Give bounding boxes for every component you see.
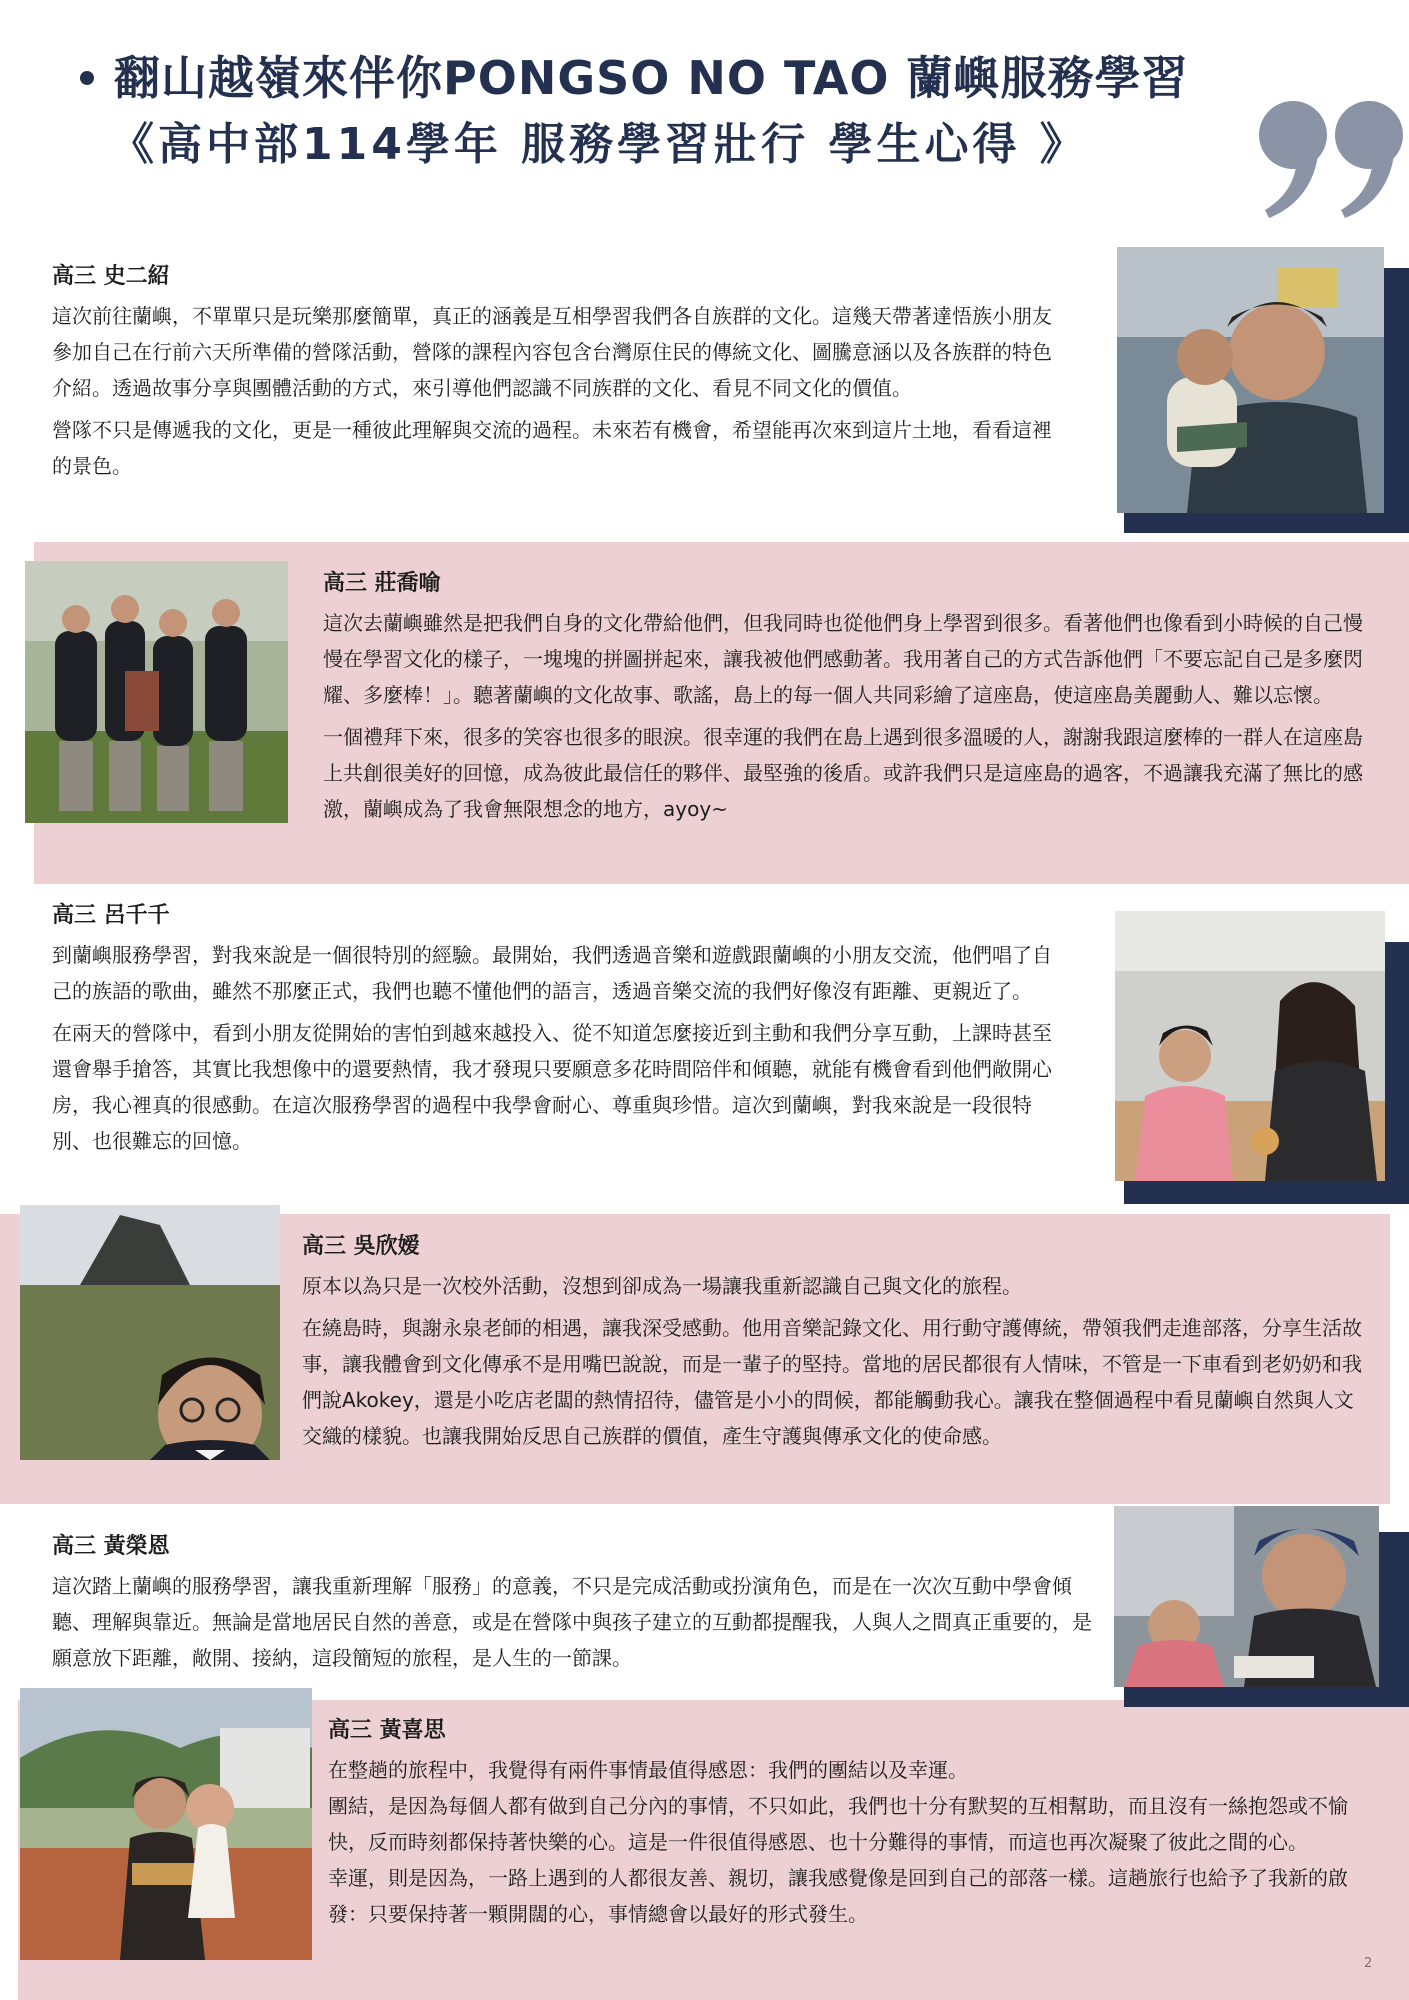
- entry-paragraph: 在繞島時，與謝永泉老師的相遇，讓我深受感動。他用音樂記錄文化、用行動守護傳統，帶領我們走進部落，分享生活故事，讓我體會到文化傳承不是用嘴巴說說，而是一輩子的堅持。當地的居民都很有人情味，不管是一下車看到老奶奶和我們說Akokey，還是小吃店老闆的熱情招待，儘管是小小的問候，都能觸動我心。讓我在整個過程中看見蘭嶼自然與人文交織的樣貌。也讓我開始反思自己族群的價值，產生守護與傳承文化的使命感。: [302, 1316, 1362, 1448]
- entry-2: [323, 567, 1365, 833]
- entry-paragraph: 一個禮拜下來，很多的笑容也很多的眼淚。很幸運的我們在島上遇到很多溫暖的人，謝謝我跟這麼棒的一群人在這座島上共創很美好的回憶，成為彼此最信任的夥伴、最堅強的後盾。或許我們只是這座島的過客，不過讓我充滿了無比的感激，蘭嶼成為了我會無限想念的地方，ayoy~: [323, 725, 1363, 821]
- entry-paragraph: 這次踏上蘭嶼的服務學習，讓我重新理解「服務」的意義，不只是完成活動或扮演角色，而是在一次次互動中學會傾聽、理解與靠近。無論是當地居民自然的善意，或是在營隊中與孩子建立的互動都提醒我，人與人之間真正重要的，是願意放下距離，敞開、接納，這段簡短的旅程，是人生的一節課。: [52, 1574, 1092, 1670]
- photo-student-3: [1115, 911, 1385, 1181]
- entry-paragraph: 到蘭嶼服務學習，對我來說是一個很特別的經驗。最開始，我們透過音樂和遊戲跟蘭嶼的小朋友交流，他們唱了自己的族語的歌曲，雖然不那麼正式，我們也聽不懂他們的語言，透過音樂交流的我們好像沒有距離、更親近了。: [52, 943, 1052, 1003]
- quote-mark-icon: [1255, 90, 1409, 220]
- entry-3: [52, 899, 1067, 1165]
- photo-student-1: [1117, 247, 1384, 513]
- title-text: 翻山越嶺來伴你PONGSO NO TAO 蘭嶼服務學習: [114, 51, 1189, 105]
- photo-student-5: [1114, 1506, 1379, 1687]
- entry-paragraph: 這次前往蘭嶼，不單單只是玩樂那麼簡單，真正的涵義是互相學習我們各自族群的文化。這幾天帶著達悟族小朋友參加自己在行前六天所準備的營隊活動，營隊的課程內容包含台灣原住民的傳統文化、圖騰意涵以及各族群的特色介紹。透過故事分享與團體活動的方式，來引導他們認識不同族群的文化、看見不同文化的價值。: [52, 304, 1052, 400]
- entry-4: [302, 1230, 1372, 1460]
- page-header: [76, 46, 1276, 180]
- entry-name: 高三 莊喬喻: [323, 571, 441, 596]
- photo-student-2: [25, 561, 288, 823]
- entry-paragraph: 幸運，則是因為，一路上遇到的人都很友善、親切，讓我感覺像是回到自己的部落一樣。這趟旅行也給予了我新的啟發：只要保持著一顆開闊的心，事情總會以最好的形式發生。: [328, 1866, 1348, 1926]
- page-number: 2: [1364, 1956, 1373, 1971]
- entry-6: [328, 1714, 1378, 1932]
- entry-1: [52, 260, 1067, 490]
- entry-5: [52, 1530, 1092, 1682]
- page-title: [76, 46, 1276, 110]
- photo-student-4: [20, 1205, 280, 1460]
- entry-paragraph: 在整趟的旅程中，我覺得有兩件事情最值得感恩：我們的團結以及幸運。: [328, 1758, 968, 1782]
- entry-name: 高三 黃榮恩: [52, 1534, 170, 1559]
- entry-paragraph: 在兩天的營隊中，看到小朋友從開始的害怕到越來越投入、從不知道怎麼接近到主動和我們分享互動，上課時甚至還會舉手搶答，其實比我想像中的還要熱情，我才發現只要願意多花時間陪伴和傾聽，就能有機會看到他們敞開心房，我心裡真的很感動。在這次服務學習的過程中我學會耐心、尊重與珍惜。這次到蘭嶼，對我來說是一段很特別、也很難忘的回憶。: [52, 1021, 1052, 1153]
- entry-name: 高三 史二紹: [52, 264, 170, 289]
- entry-paragraph: 團結，是因為每個人都有做到自己分內的事情，不只如此，我們也十分有默契的互相幫助，而且沒有一絲抱怨或不愉快，反而時刻都保持著快樂的心。這是一件很值得感恩、也十分難得的事情，而這也再次凝聚了彼此之間的心。: [328, 1794, 1348, 1854]
- bullet-icon: [80, 71, 94, 85]
- entry-paragraph: 原本以為只是一次校外活動，沒想到卻成為一場讓我重新認識自己與文化的旅程。: [302, 1274, 1022, 1298]
- entry-name: 高三 黃喜思: [328, 1718, 446, 1743]
- entry-name: 高三 吳欣嫒: [302, 1234, 420, 1259]
- entry-paragraph: 這次去蘭嶼雖然是把我們自身的文化帶給他們，但我同時也從他們身上學習到很多。看著他們也像看到小時候的自己慢慢在學習文化的樣子，一塊塊的拼圖拼起來，讓我被他們感動著。我用著自己的方式告訴他們「不要忘記自己是多麼閃耀、多麼棒！」。聽著蘭嶼的文化故事、歌謠，島上的每一個人共同彩繪了這座島，使這座島美麗動人、難以忘懷。: [323, 611, 1363, 707]
- page-subtitle: 《高中部114學年 服務學習壯行 學生心得 》: [110, 119, 1088, 170]
- entry-name: 高三 呂千千: [52, 903, 170, 928]
- entry-paragraph: 營隊不只是傳遞我的文化，更是一種彼此理解與交流的過程。未來若有機會，希望能再次來到這片土地，看看這裡的景色。: [52, 418, 1052, 478]
- photo-student-6: [20, 1688, 312, 1960]
